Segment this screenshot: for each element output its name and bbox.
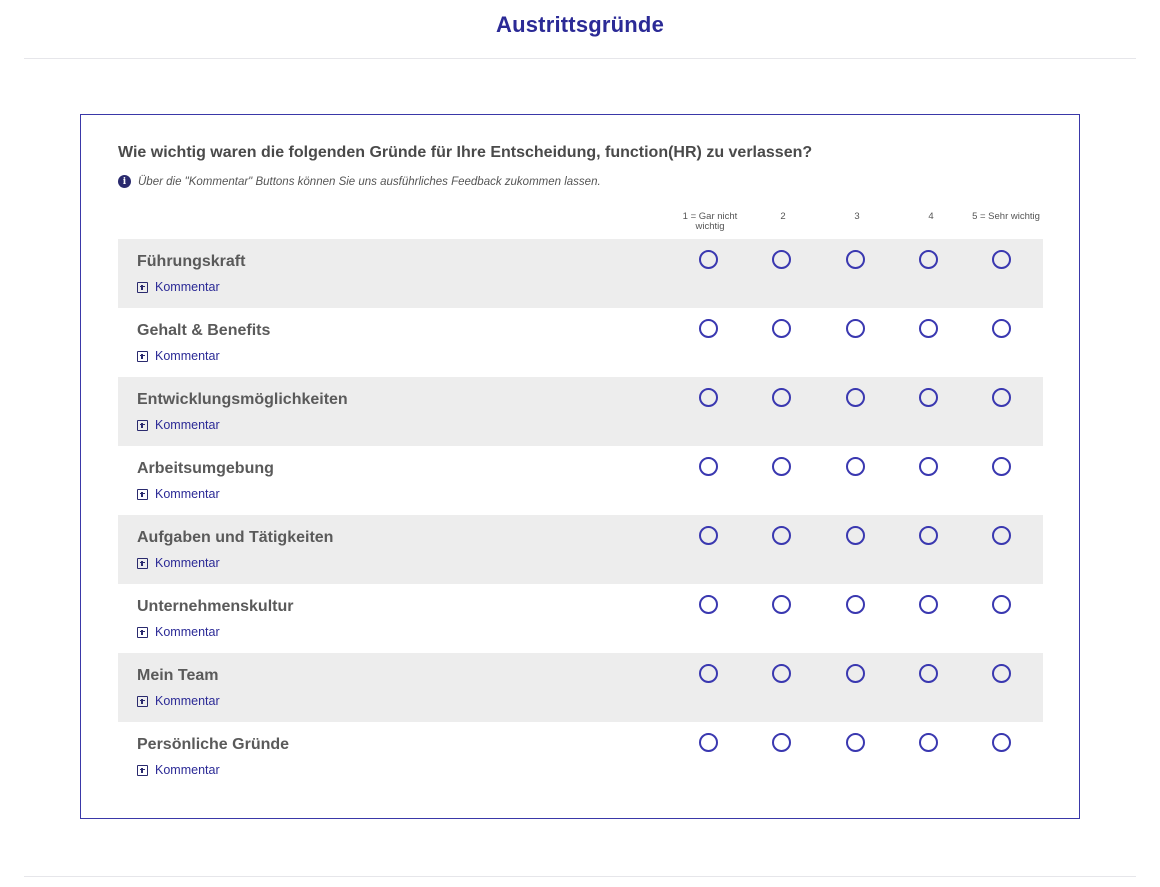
rating-row — [118, 377, 1043, 446]
hint — [118, 175, 601, 188]
row-label: Arbeitsumgebung — [137, 460, 274, 477]
hint-text: Über die "Kommentar" Buttons können Sie uns ausführliches Feedback zukommen lassen. — [138, 175, 601, 188]
rating-radio-2[interactable] — [772, 250, 791, 269]
plus-square-icon — [137, 558, 148, 569]
comment-button[interactable] — [137, 487, 220, 501]
rating-row — [118, 722, 1043, 791]
rating-radio-4[interactable] — [919, 457, 938, 476]
rating-radio-1[interactable] — [699, 250, 718, 269]
row-label: Gehalt & Benefits — [137, 322, 271, 339]
page-title: Austrittsgründe — [496, 12, 664, 37]
rating-radio-2[interactable] — [772, 733, 791, 752]
comment-button[interactable] — [137, 763, 220, 777]
comment-button[interactable] — [137, 349, 220, 363]
rating-radio-3[interactable] — [846, 664, 865, 683]
rating-radio-3[interactable] — [846, 733, 865, 752]
comment-button[interactable] — [137, 418, 220, 432]
rating-row — [118, 584, 1043, 653]
rating-row — [118, 515, 1043, 584]
rating-radio-3[interactable] — [846, 250, 865, 269]
rating-radio-2[interactable] — [772, 319, 791, 338]
rating-radio-5[interactable] — [992, 733, 1011, 752]
scale-header — [81, 212, 1081, 238]
rating-radio-1[interactable] — [699, 526, 718, 545]
comment-button[interactable] — [137, 694, 220, 708]
comment-label: Kommentar — [155, 349, 220, 363]
header-divider — [24, 58, 1136, 59]
rating-radio-4[interactable] — [919, 319, 938, 338]
rating-radio-5[interactable] — [992, 319, 1011, 338]
rating-radio-5[interactable] — [992, 664, 1011, 683]
rating-radio-3[interactable] — [846, 526, 865, 545]
rating-radio-1[interactable] — [699, 319, 718, 338]
row-label: Aufgaben und Tätigkeiten — [137, 529, 334, 546]
rating-radio-4[interactable] — [919, 250, 938, 269]
plus-square-icon — [137, 765, 148, 776]
question-text: Wie wichtig waren die folgenden Gründe für Ihre Entscheidung, function(HR) zu verlassen? — [118, 144, 813, 161]
rating-radio-5[interactable] — [992, 595, 1011, 614]
survey-card — [80, 114, 1080, 819]
rating-radio-2[interactable] — [772, 526, 791, 545]
rating-radio-2[interactable] — [772, 595, 791, 614]
rating-row — [118, 446, 1043, 515]
comment-button[interactable] — [137, 280, 220, 294]
plus-square-icon — [137, 351, 148, 362]
comment-label: Kommentar — [155, 763, 220, 777]
rating-radio-1[interactable] — [699, 664, 718, 683]
rating-row — [118, 653, 1043, 722]
comment-label: Kommentar — [155, 556, 220, 570]
row-label: Mein Team — [137, 667, 219, 684]
rating-radio-5[interactable] — [992, 388, 1011, 407]
rating-radio-3[interactable] — [846, 388, 865, 407]
info-icon: i — [118, 175, 131, 188]
comment-button[interactable] — [137, 625, 220, 639]
rating-radio-4[interactable] — [919, 664, 938, 683]
comment-label: Kommentar — [155, 625, 220, 639]
comment-button[interactable] — [137, 556, 220, 570]
plus-square-icon — [137, 489, 148, 500]
comment-label: Kommentar — [155, 280, 220, 294]
rating-radio-5[interactable] — [992, 457, 1011, 476]
plus-square-icon — [137, 420, 148, 431]
rating-radio-1[interactable] — [699, 733, 718, 752]
footer-divider — [24, 876, 1136, 877]
rating-rows — [118, 239, 1043, 791]
scale-label-3: 3 — [854, 211, 860, 222]
rating-radio-4[interactable] — [919, 526, 938, 545]
rating-radio-5[interactable] — [992, 526, 1011, 545]
rating-radio-3[interactable] — [846, 595, 865, 614]
rating-radio-3[interactable] — [846, 319, 865, 338]
plus-square-icon — [137, 627, 148, 638]
rating-radio-1[interactable] — [699, 595, 718, 614]
rating-radio-4[interactable] — [919, 733, 938, 752]
row-label: Entwicklungsmöglichkeiten — [137, 391, 348, 408]
rating-radio-3[interactable] — [846, 457, 865, 476]
row-label: Führungskraft — [137, 253, 246, 270]
rating-radio-2[interactable] — [772, 388, 791, 407]
rating-row — [118, 239, 1043, 308]
rating-radio-1[interactable] — [699, 457, 718, 476]
rating-radio-1[interactable] — [699, 388, 718, 407]
comment-label: Kommentar — [155, 418, 220, 432]
rating-row — [118, 308, 1043, 377]
plus-square-icon — [137, 282, 148, 293]
comment-label: Kommentar — [155, 487, 220, 501]
plus-square-icon — [137, 696, 148, 707]
row-label: Unternehmenskultur — [137, 598, 294, 615]
rating-radio-2[interactable] — [772, 664, 791, 683]
rating-radio-5[interactable] — [992, 250, 1011, 269]
rating-radio-4[interactable] — [919, 595, 938, 614]
row-label: Persönliche Gründe — [137, 736, 290, 753]
rating-radio-2[interactable] — [772, 457, 791, 476]
rating-radio-4[interactable] — [919, 388, 938, 407]
scale-label-2: 2 — [780, 211, 786, 222]
scale-label-4: 4 — [928, 211, 934, 222]
comment-label: Kommentar — [155, 694, 220, 708]
scale-label-5: 5 = Sehr wichtig — [972, 211, 1040, 222]
scale-label-1: 1 = Gar nicht wichtig — [682, 211, 738, 232]
